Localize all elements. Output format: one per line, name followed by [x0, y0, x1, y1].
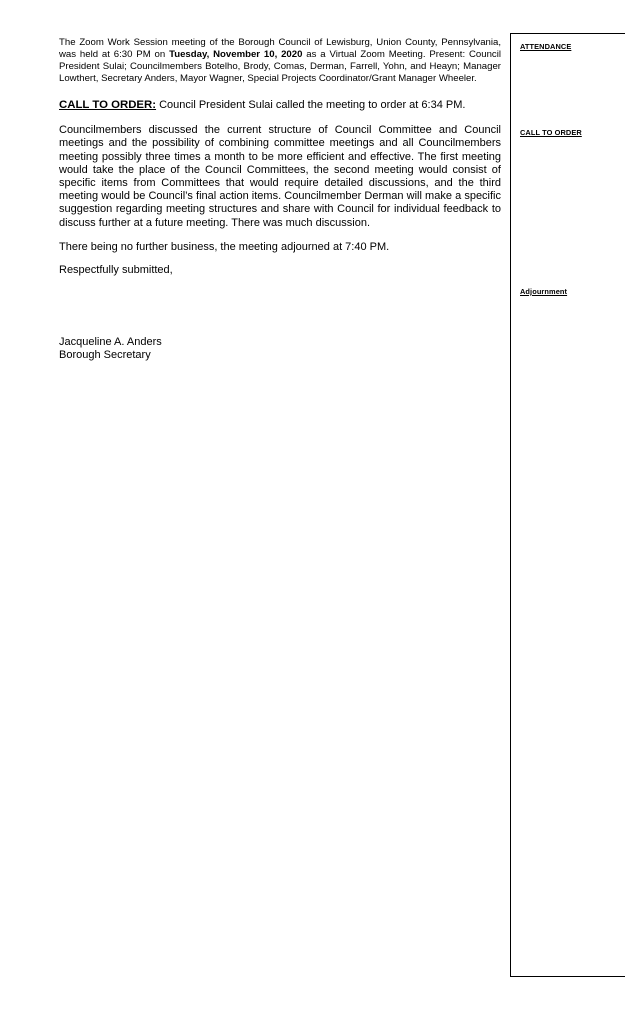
call-to-order-text: Council President Sulai called the meeting to order at 6:34 PM.	[156, 99, 466, 111]
adjournment-paragraph: There being no further business, the meeting adjourned at 7:40 PM.	[59, 240, 390, 253]
sidebar-label-call-to-order: CALL TO ORDER	[520, 128, 582, 137]
minutes-body	[59, 37, 501, 363]
closing-line: Respectfully submitted,	[59, 264, 173, 277]
call-to-order-paragraph	[59, 99, 501, 112]
margin-sidebar	[510, 33, 625, 977]
attendance-rest: as a Virtual Zoom Meeting. Present: Council President Sulai; Councilmembers Botelho, Brody, Comas, Derman, Farrell, Yohn, and Heayn; Manager Lowthert, Secretary Anders, Mayor Wagner, Special Projects Coordinator/Grant Manager Wheeler.	[59, 49, 501, 84]
discussion-paragraph: Councilmembers discussed the current structure of Council Committee and Council meetings and the possibility of combining committee meetings and all Councilmembers meeting possibly three times a month to be more efficient and effective. The first meeting would take the place of the Council Committees, the second meeting would consist of specific items from Committees that would require detailed discussions, and the third meeting would be Council’s final action items. Councilmember Derman will make a specific suggestion regarding meeting structures and share with Council for individual feedback to discuss further at a future meeting. There was much discussion.	[59, 124, 501, 229]
signer-name: Jacqueline A. Anders	[59, 336, 162, 349]
attendance-paragraph	[59, 37, 501, 85]
signer-title: Borough Secretary	[59, 349, 151, 362]
meeting-date: Tuesday, November 10, 2020	[169, 49, 303, 60]
signature-block	[59, 336, 501, 362]
call-to-order-label: CALL TO ORDER:	[59, 99, 157, 111]
sidebar-label-attendance: ATTENDANCE	[520, 42, 572, 51]
attendance-intro: The Zoom Work Session meeting of the Borough Council of Lewisburg, Union County, Pennsylvania, was held at 6:30 PM on	[59, 37, 501, 60]
sidebar-label-adjournment: Adjournment	[520, 287, 568, 296]
